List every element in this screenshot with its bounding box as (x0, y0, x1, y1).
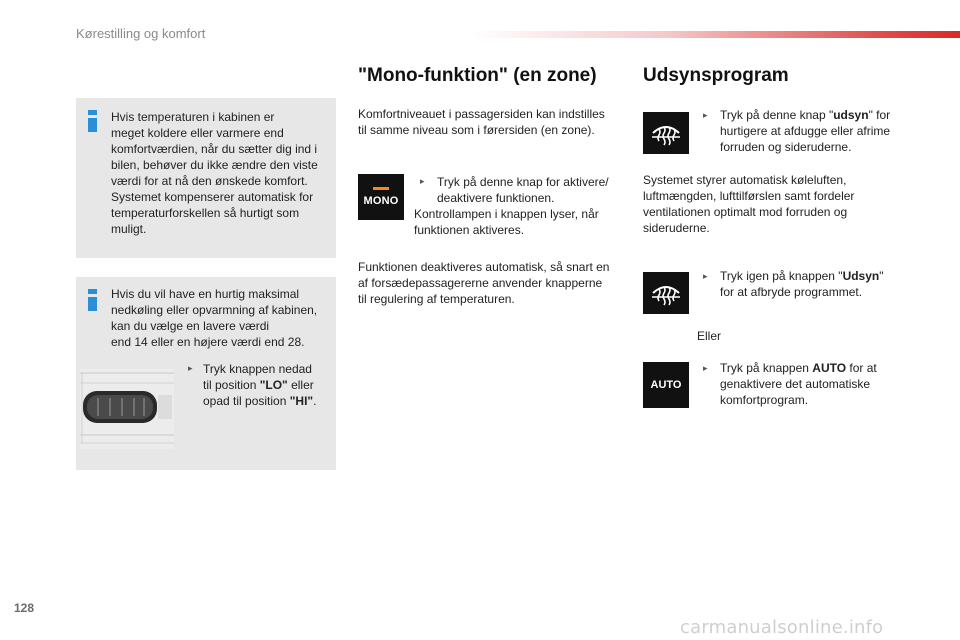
mono-step: Tryk på denne knap for aktivere/ deaktivere funktionen. (437, 175, 609, 205)
mono-intro: Komfortniveauet i passagersiden kan indstilles til samme niveau som i førersiden (en zone). (358, 107, 605, 137)
mono-button-icon: MONO (358, 174, 404, 220)
auto-button-icon: AUTO (643, 362, 689, 408)
info-text-temperature: Hvis temperaturen i kabinen er meget koldere eller varmere end komfortværdien, når du sætter dig ind i bilen, behøver du ikke ændre den viste værdi for at nå den ønskede komfort. Systemet kompenserer automatisk for temperaturforskellen så hurtigt som muligt. (111, 110, 318, 236)
section-title: Kørestilling og komfort (76, 26, 206, 41)
windscreen-defrost-icon (643, 112, 689, 154)
mono-auto-off-text: Funktionen deaktiveres automatisk, så snart en af forsædepassagererne anvender knapperne til regulering af temperaturen. (358, 260, 610, 306)
visibility-step-2: Tryk igen på knappen "Udsyn" for at afbryde programmet. (720, 269, 884, 299)
or-text: Eller (697, 329, 722, 343)
mono-lamp-indicator (373, 187, 389, 190)
mono-section-title: "Mono-funktion" (en zone) (358, 65, 597, 86)
visibility-system-text: Systemet styrer automatisk køleluften, luftmængden, lufttilførslen samt fordeler ventilationen optimalt mod forruden og sideruderne. (643, 173, 855, 235)
page-number: 128 (14, 601, 35, 615)
info-icon (88, 289, 97, 311)
info-icon (88, 110, 97, 132)
windscreen-defrost-icon (643, 272, 689, 314)
temperature-control-illustration (80, 369, 174, 449)
mono-lamp-text: Kontrollampen i knappen lyser, når funktionen aktiveres. (414, 207, 599, 237)
watermark: carmanualsonline.info (680, 617, 884, 638)
visibility-step-1: Tryk på denne knap "udsyn" for hurtigere at afdugge eller afrime forruden og sideruderne. (720, 108, 891, 154)
temperature-knob-icon (80, 369, 174, 449)
right-arrow-bullet-icon: ▸ (703, 272, 708, 282)
header-accent-bar (470, 31, 960, 38)
visibility-section-title: Udsynsprogram (643, 65, 789, 86)
right-arrow-bullet-icon: ▸ (703, 364, 708, 374)
right-arrow-bullet-icon: ▸ (188, 364, 193, 374)
right-arrow-bullet-icon: ▸ (420, 177, 425, 187)
info-text-lo-hi: Hvis du vil have en hurtig maksimal nedkøling eller opvarmning af kabinen, kan du vælge en lavere værdi end 14 eller en højere værdi end 28. (111, 287, 318, 349)
visibility-step-3: Tryk på knappen AUTO for at genaktivere det automatiske komfortprogram. (720, 361, 877, 407)
right-arrow-bullet-icon: ▸ (703, 111, 708, 121)
step-lo-hi: Tryk knappen nedad til position "LO" eller opad til position "HI". (203, 362, 317, 408)
info-box-lo-hi (76, 277, 336, 470)
info-box-temperature (76, 98, 336, 258)
